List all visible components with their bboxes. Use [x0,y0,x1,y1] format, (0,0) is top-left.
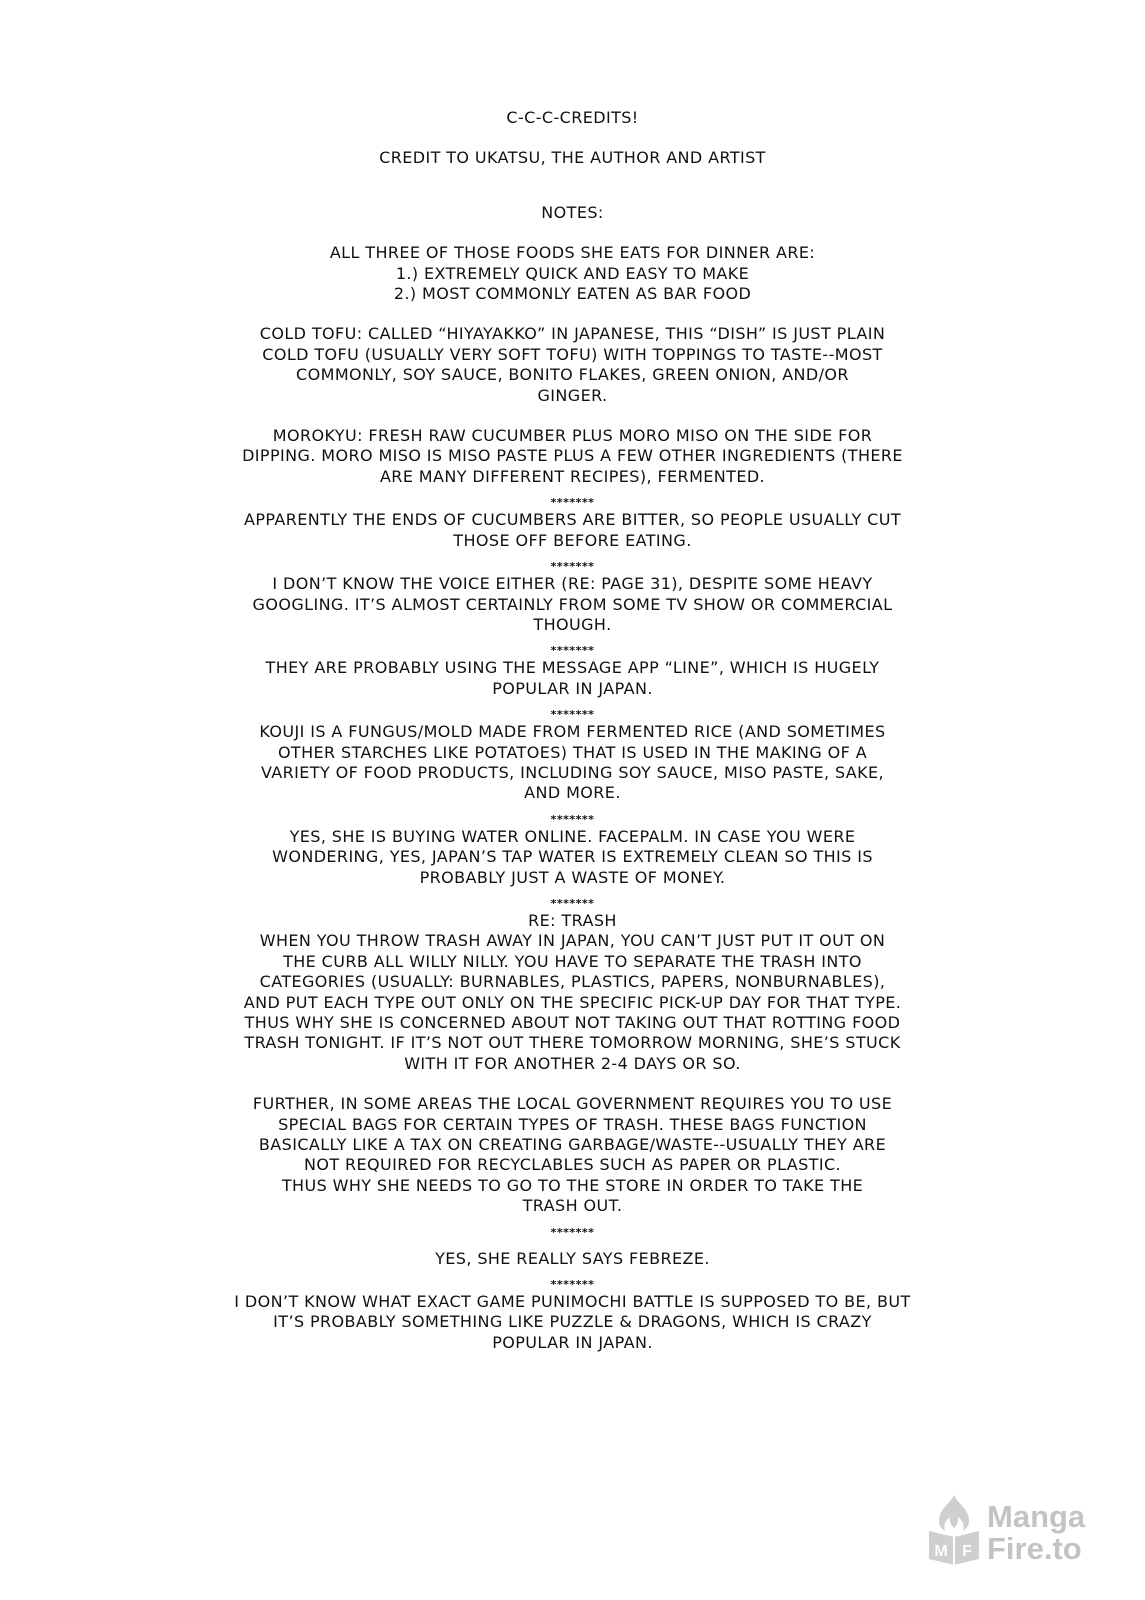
separator: ******* [550,896,595,910]
note-line: GINGER. [537,385,608,405]
note-voice [200,574,945,635]
note-line: PROBABLY JUST A WASTE OF MONEY. [419,867,726,887]
note-line: I DON’T KNOW THE VOICE EITHER (RE: PAGE 31), DESPITE SOME HEAVY [272,574,873,594]
note-line: WHEN YOU THROW TRASH AWAY IN JAPAN, YOU CAN’T JUST PUT IT OUT ON [259,931,886,951]
note-line: WONDERING, YES, JAPAN’S TAP WATER IS EXTREMELY CLEAN SO THIS IS [272,847,873,867]
credits-line [200,148,945,168]
note-line: DIPPING. MORO MISO IS MISO PASTE PLUS A FEW OTHER INGREDIENTS (THERE [242,446,903,466]
note-water [200,827,945,888]
note-line: FURTHER, IN SOME AREAS THE LOCAL GOVERNMENT REQUIRES YOU TO USE [252,1094,893,1114]
note-punimochi [200,1292,945,1353]
note-line: 2.) MOST COMMONLY EATEN AS BAR FOOD [393,284,752,304]
note-line: OTHER STARCHES LIKE POTATOES) THAT IS USED IN THE MAKING OF A [277,742,868,762]
flame-book-logo-icon [925,1493,983,1565]
note-line: THUS WHY SHE NEEDS TO GO TO THE STORE IN ORDER TO TAKE THE [281,1175,864,1195]
note-line: THE CURB ALL WILLY NILLY. YOU HAVE TO SEPARATE THE TRASH INTO [283,951,862,971]
logo-letter-f: F [962,1543,972,1560]
note-line: THOSE OFF BEFORE EATING. [453,530,692,550]
note-line: COLD TOFU (USUALLY VERY SOFT TOFU) WITH TOPPINGS TO TASTE--MOST [262,344,883,364]
note-line: CATEGORIES (USUALLY: BURNABLES, PLASTICS, PAPERS, NONBURNABLES), [259,972,886,992]
notes-title [200,203,945,223]
note-line: COLD TOFU: CALLED “HIYAYAKKO” IN JAPANESE, THIS “DISH” IS JUST PLAIN [259,324,886,344]
separator: ******* [550,1225,595,1239]
note-line: RE: TRASH [528,910,617,930]
note-line: SPECIAL BAGS FOR CERTAIN TYPES OF TRASH. THESE BAGS FUNCTION [278,1114,867,1134]
note-line: THUS WHY SHE IS CONCERNED ABOUT NOT TAKING OUT THAT ROTTING FOOD [244,1013,901,1032]
separator: ******* [550,560,595,574]
note-line: YES, SHE IS BUYING WATER ONLINE. FACEPALM. IN CASE YOU WERE [289,826,856,846]
note-line: TRASH OUT. [522,1196,623,1216]
watermark-line-1: Manga [987,1499,1086,1534]
note-line-app [200,658,945,699]
note-line: VARIETY OF FOOD PRODUCTS, INCLUDING SOY SAUCE, MISO PASTE, SAKE, [260,762,885,782]
note-line: TRASH TONIGHT. IF IT’S NOT OUT THERE TOMORROW MORNING, SHE’S STUCK [244,1033,901,1053]
separator: ******* [550,812,595,826]
note-line: THOUGH. [533,614,612,634]
credits-title-text: C-C-C-CREDITS! [506,108,639,127]
note-bags [200,1094,945,1216]
note-line: YES, SHE REALLY SAYS FEBREZE. [435,1248,710,1268]
note-line: THEY ARE PROBABLY USING THE MESSAGE APP “LINE”, WHICH IS HUGELY [265,658,880,678]
note-morokyu [200,426,945,487]
mangafire-watermark [925,1493,1125,1573]
separator: ******* [550,644,595,658]
note-line: IT’S PROBABLY SOMETHING LIKE PUZZLE & DRAGONS, WHICH IS CRAZY [273,1312,872,1332]
credits-line-text: CREDIT TO UKATSU, THE AUTHOR AND ARTIST [379,148,766,168]
note-line: GOOGLING. IT’S ALMOST CERTAINLY FROM SOME TV SHOW OR COMMERCIAL [252,594,893,614]
note-line: BASICALLY LIKE A TAX ON CREATING GARBAGE/WASTE--USUALLY THEY ARE [258,1135,887,1155]
separator: ******* [550,496,595,510]
note-line: MOROKYU: FRESH RAW CUCUMBER PLUS MORO MISO ON THE SIDE FOR [272,426,873,446]
note-line: COMMONLY, SOY SAUCE, BONITO FLAKES, GREEN ONION, AND/OR [296,365,849,385]
note-line: ARE MANY DIFFERENT RECIPES), FERMENTED. [379,466,766,486]
notes-title-text: NOTES: [541,202,604,222]
logo-letter-m: M [934,1543,948,1560]
note-kouji [200,722,945,804]
watermark-line-2: Fire.to [987,1531,1082,1566]
translation-notes [200,108,945,1353]
note-line: I DON’T KNOW WHAT EXACT GAME PUNIMOCHI BATTLE IS SUPPOSED TO BE, BUT [234,1292,911,1312]
note-febreze [200,1249,945,1269]
note-intro [200,243,945,304]
note-line: APPARENTLY THE ENDS OF CUCUMBERS ARE BITTER, SO PEOPLE USUALLY CUT [243,510,902,530]
note-line: POPULAR IN JAPAN. [492,678,653,698]
credits-title [200,108,945,128]
note-line: POPULAR IN JAPAN. [492,1332,653,1352]
note-line: WITH IT FOR ANOTHER 2-4 DAYS OR SO. [404,1053,741,1073]
note-trash [200,911,945,1074]
separator: ******* [550,708,595,722]
note-line: NOT REQUIRED FOR RECYCLABLES SUCH AS PAPER OR PLASTIC. [303,1155,841,1175]
note-line: KOUJI IS A FUNGUS/MOLD MADE FROM FERMENTED RICE (AND SOMETIMES [259,722,886,742]
note-cucumbers [200,510,945,551]
note-line: 1.) EXTREMELY QUICK AND EASY TO MAKE [395,263,750,283]
note-line: AND PUT EACH TYPE OUT ONLY ON THE SPECIFIC PICK-UP DAY FOR THAT TYPE. [243,992,902,1012]
separator: ******* [550,1278,595,1292]
note-line: AND MORE. [524,783,621,803]
watermark-text [987,1501,1085,1565]
note-cold-tofu [200,324,945,406]
note-line: ALL THREE OF THOSE FOODS SHE EATS FOR DINNER ARE: [329,243,816,263]
